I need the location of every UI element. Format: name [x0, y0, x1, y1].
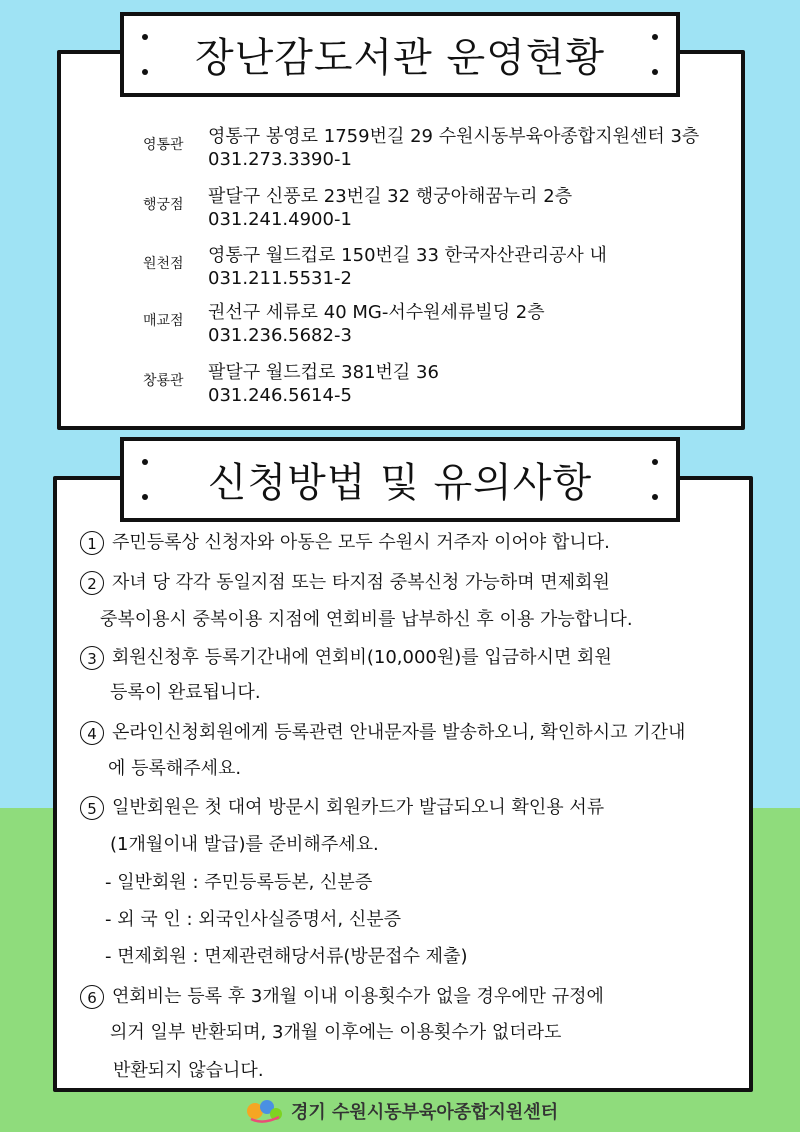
note-number-badge: 1: [80, 531, 104, 555]
note-number-badge: 6: [80, 985, 104, 1009]
branch-address: 영통구 봉영로 1759번길 29 수원시동부육아종합지원센터 3층: [208, 126, 700, 147]
note-text: 반환되지 않습니다.: [113, 1060, 264, 1081]
title-dot: [142, 34, 148, 40]
branch-name: 행궁점: [143, 197, 184, 213]
branch-address: 팔달구 월드컵로 381번길 36: [208, 362, 439, 383]
note-line: [113, 1056, 264, 1082]
note-number-badge: 3: [80, 646, 104, 670]
branch-phone: 031.273.3390-1: [208, 149, 352, 170]
note-text: 의거 일부 반환되며, 3개월 이후에는 이용횟수가 없더라도: [110, 1022, 562, 1043]
footer-organization-name: 경기 수원시동부육아종합지원센터: [291, 1102, 559, 1123]
note-line: [80, 982, 604, 1009]
note-line: [108, 754, 241, 780]
note-text: - 외 국 인 : 외국인사실증명서, 신분증: [105, 909, 402, 930]
note-text: 에 등록해주세요.: [108, 758, 242, 779]
note-text: - 면제회원 : 면제관련해당서류(방문접수 제출): [105, 946, 468, 967]
note-text: 온라인신청회원에게 등록관련 안내문자를 발송하오니, 확인하시고 기간내: [112, 722, 686, 743]
application-notes-title-box: [120, 437, 680, 522]
note-line: [80, 718, 685, 745]
note-number-badge: 2: [80, 571, 104, 595]
title-dot: [652, 494, 658, 500]
note-line: [80, 793, 604, 820]
note-text: 연회비는 등록 후 3개월 이내 이용횟수가 없을 경우에만 규정에: [112, 986, 604, 1007]
branch-address: 권선구 세류로 40 MG-서수원세류빌딩 2층: [208, 302, 545, 323]
note-text: (1개월이내 발급)를 준비해주세요.: [110, 834, 379, 855]
branch-phone: 031.211.5531-2: [208, 268, 352, 289]
note-text: 자녀 당 각각 동일지점 또는 타지점 중복신청 가능하며 면제회원: [112, 572, 610, 593]
note-line: [110, 678, 261, 704]
note-number-badge: 4: [80, 721, 104, 745]
note-line: [100, 605, 633, 631]
operation-status-title: 장난감도서관 운영현황: [194, 35, 606, 81]
note-line: [80, 528, 610, 555]
title-dot: [142, 494, 148, 500]
note-line: [105, 868, 372, 894]
note-text: - 일반회원 : 주민등록등본, 신분증: [105, 872, 373, 893]
branch-address: 팔달구 신풍로 23번길 32 행궁아해꿈누리 2층: [208, 186, 573, 207]
footer: [245, 1096, 558, 1126]
note-line: [105, 942, 467, 968]
note-line: [105, 905, 401, 931]
note-number-badge: 5: [80, 796, 104, 820]
application-notes-title: 신청방법 및 유의사항: [207, 460, 593, 506]
operation-status-title-box: [120, 12, 680, 97]
title-dot: [142, 69, 148, 75]
branch-name: 매교점: [143, 313, 184, 329]
note-line: [80, 643, 612, 670]
branch-address: 영통구 월드컵로 150번길 33 한국자산관리공사 내: [208, 245, 607, 266]
note-text: 일반회원은 첫 대여 방문시 회원카드가 발급되오니 확인용 서류: [112, 797, 605, 818]
title-dot: [652, 459, 658, 465]
branch-phone: 031.246.5614-5: [208, 385, 352, 406]
title-dot: [652, 34, 658, 40]
branch-name: 창룡관: [143, 373, 184, 389]
branch-phone: 031.241.4900-1: [208, 209, 352, 230]
branch-name: 영통관: [143, 137, 184, 153]
branch-name: 원천점: [143, 256, 184, 272]
title-dot: [142, 459, 148, 465]
note-text: 등록이 완료됩니다.: [110, 682, 261, 703]
branch-phone: 031.236.5682-3: [208, 325, 352, 346]
note-line: [110, 1018, 561, 1044]
center-logo-icon: [245, 1097, 285, 1125]
note-text: 중복이용시 중복이용 지점에 연회비를 납부하신 후 이용 가능합니다.: [100, 609, 633, 630]
note-text: 주민등록상 신청자와 아동은 모두 수원시 거주자 이어야 합니다.: [112, 532, 610, 553]
note-line: [110, 830, 379, 856]
note-line: [80, 568, 610, 595]
title-dot: [652, 69, 658, 75]
note-text: 회원신청후 등록기간내에 연회비(10,000원)를 입금하시면 회원: [112, 647, 612, 668]
